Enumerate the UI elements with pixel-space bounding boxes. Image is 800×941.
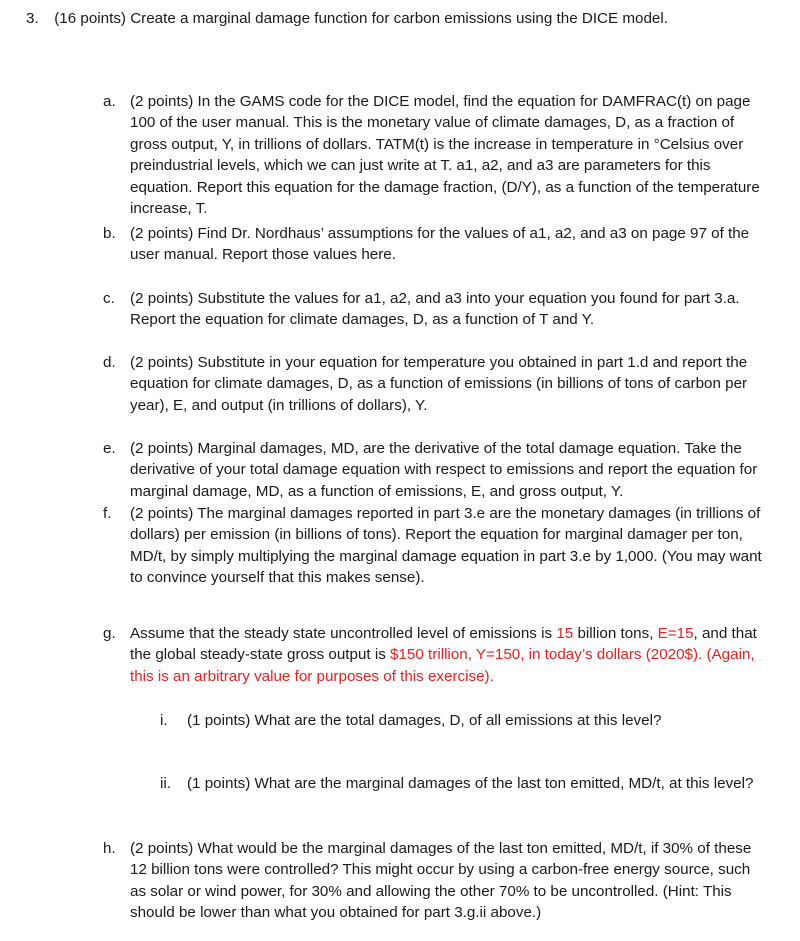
part-b: [103, 223, 763, 266]
subpart-label: ii.: [160, 775, 171, 792]
subpart-text: (1 points) What are the total damages, D, of all emissions at this level?: [187, 712, 662, 729]
part-label: e.: [103, 440, 116, 457]
part-text: (2 points) Marginal damages, MD, are the derivative of the total damage equation. Take the derivative of your total damage equation with respect to emissions and report the equation for marginal damage, MD, as a function of emissions, E, and gross output, Y.: [130, 440, 758, 500]
question-number: 3.: [26, 10, 39, 27]
part-text: (2 points) In the GAMS code for the DICE model, find the equation for DAMFRAC(t) on page 100 of the user manual. This is the monetary value of climate damages, D, as a fraction of gross output, Y, in trillions of dollars. TATM(t) is the increase in temperature in °Celsius over preindustrial levels, which we can just write at T. a1, a2, and a3 are parameters for this equation. Report this equation for the damage fraction, (D/Y), as a function of the temperature increase, T.: [130, 93, 760, 218]
part-text: (2 points) Substitute the values for a1, a2, and a3 into your equation you found for part 3.a. Report the equation for climate damages, D, as a function of T and Y.: [130, 290, 740, 329]
part-label: g.: [103, 625, 116, 642]
text-segment: billion tons,: [573, 625, 658, 642]
part-g: [103, 623, 763, 687]
subpart-text: (1 points) What are the marginal damages of the last ton emitted, MD/t, at this level?: [187, 775, 754, 792]
text-segment: , and that the global steady-state gross output is: [130, 625, 757, 664]
part-e: [103, 438, 763, 502]
part-label: c.: [103, 290, 115, 307]
part-label: h.: [103, 840, 116, 857]
emphasis-emissions-value: 15: [556, 625, 574, 642]
part-text: (2 points) Find Dr. Nordhaus’ assumptions for the values of a1, a2, and a3 on page 97 of the user manual. Report those values here.: [130, 225, 750, 264]
part-f: [103, 503, 763, 589]
emphasis-output-value: $150 trillion, Y=150, in today’s dollars (2020$). (Again, this is an arbitrary value for purposes of this exercise).: [130, 646, 755, 685]
subpart-g-ii: [160, 773, 770, 794]
part-text: (2 points) What would be the marginal damages of the last ton emitted, MD/t, if 30% of these 12 billion tons were controlled? This might occur by using a carbon-free energy source, such as solar or wind power, for 30% and allowing the other 70% to be uncontrolled. (Hint: This should be lower than what you obtained for part 3.g.ii above.): [130, 840, 752, 922]
part-text: (2 points) The marginal damages reported in part 3.e are the monetary damages (in trillions of dollars) per emission (in billions of tons). Report the equation for marginal damager per ton, MD/t, by simply multiplying the marginal damage equation in part 3.e by 1,000. (You may want to convince yourself that this makes sense).: [130, 505, 762, 587]
part-label: d.: [103, 354, 116, 371]
part-label: a.: [103, 93, 116, 110]
part-h: [103, 838, 763, 924]
part-label: f.: [103, 505, 112, 522]
question-text: (16 points) Create a marginal damage function for carbon emissions using the DICE model.: [54, 10, 668, 27]
part-a: [103, 91, 763, 219]
text-segment: Assume that the steady state uncontrolled level of emissions is: [130, 625, 557, 642]
question-heading: [26, 8, 786, 29]
part-c: [103, 288, 763, 331]
part-text: [130, 623, 763, 687]
subpart-label: i.: [160, 712, 168, 729]
part-label: b.: [103, 225, 116, 242]
emphasis-emissions-variable: E=15: [657, 625, 694, 642]
subpart-g-i: [160, 710, 770, 731]
part-d: [103, 352, 763, 416]
part-text: (2 points) Substitute in your equation for temperature you obtained in part 1.d and report the equation for climate damages, D, as a function of emissions (in billions of tons of carbon per year), E, and output (in trillions of dollars), Y.: [130, 354, 748, 414]
